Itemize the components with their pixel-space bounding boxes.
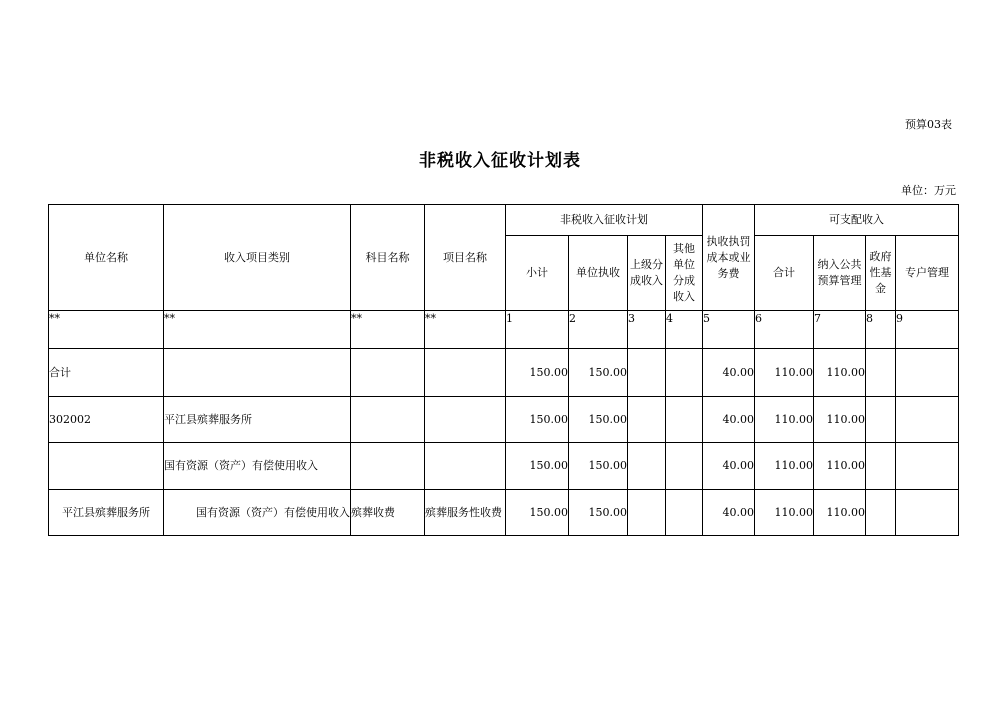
header-row-1 bbox=[49, 205, 959, 236]
index-cell: 9 bbox=[896, 311, 959, 349]
header-upper-share: 上级分成收入 bbox=[628, 236, 666, 311]
income-category-cell: 国有资源（资产）有偿使用收入 bbox=[164, 490, 351, 536]
index-cell: 8 bbox=[866, 311, 896, 349]
special-account-cell bbox=[896, 490, 959, 536]
subject-name-cell bbox=[351, 397, 425, 443]
project-name-cell bbox=[425, 443, 506, 490]
upper-share-cell bbox=[628, 490, 666, 536]
index-cell: ** bbox=[425, 311, 506, 349]
total-cell: 110.00 bbox=[755, 397, 814, 443]
unit-label: 单位：万元 bbox=[901, 184, 956, 197]
table-row-category bbox=[49, 443, 959, 490]
header-public-budget: 纳入公共预算管理 bbox=[814, 236, 866, 311]
table-row-unit bbox=[49, 397, 959, 443]
unit-collect-cell: 150.00 bbox=[569, 490, 628, 536]
subject-name-cell bbox=[351, 443, 425, 490]
subtotal-cell: 150.00 bbox=[506, 443, 569, 490]
header-income-category: 收入项目类别 bbox=[164, 205, 351, 311]
subtotal-cell: 150.00 bbox=[506, 349, 569, 397]
header-unit-collect: 单位执收 bbox=[569, 236, 628, 311]
subject-name-cell bbox=[351, 349, 425, 397]
gov-fund-cell bbox=[866, 397, 896, 443]
unit-name-cell: 合计 bbox=[49, 349, 164, 397]
index-cell: 1 bbox=[506, 311, 569, 349]
enforcement-cost-cell: 40.00 bbox=[703, 349, 755, 397]
project-name-cell: 殡葬服务性收费 bbox=[425, 490, 506, 536]
income-category-cell bbox=[164, 349, 351, 397]
header-disposable-group: 可支配收入 bbox=[755, 205, 959, 236]
project-name-cell bbox=[425, 349, 506, 397]
subtotal-cell: 150.00 bbox=[506, 490, 569, 536]
header-plan-group: 非税收入征收计划 bbox=[506, 205, 703, 236]
gov-fund-cell bbox=[866, 349, 896, 397]
header-total: 合计 bbox=[755, 236, 814, 311]
index-cell: ** bbox=[49, 311, 164, 349]
header-special-account: 专户管理 bbox=[896, 236, 959, 311]
total-cell: 110.00 bbox=[755, 490, 814, 536]
form-number: 预算03表 bbox=[905, 118, 952, 131]
page-title: 非税收入征收计划表 bbox=[419, 151, 581, 171]
enforcement-cost-cell: 40.00 bbox=[703, 490, 755, 536]
index-cell: ** bbox=[164, 311, 351, 349]
index-cell: 7 bbox=[814, 311, 866, 349]
public-budget-cell: 110.00 bbox=[814, 349, 866, 397]
other-share-cell bbox=[666, 349, 703, 397]
upper-share-cell bbox=[628, 349, 666, 397]
subtotal-cell: 150.00 bbox=[506, 397, 569, 443]
special-account-cell bbox=[896, 443, 959, 490]
upper-share-cell bbox=[628, 397, 666, 443]
public-budget-cell: 110.00 bbox=[814, 397, 866, 443]
index-cell: 2 bbox=[569, 311, 628, 349]
project-name-cell bbox=[425, 397, 506, 443]
income-category-cell: 平江县殡葬服务所 bbox=[164, 397, 351, 443]
gov-fund-cell bbox=[866, 443, 896, 490]
unit-collect-cell: 150.00 bbox=[569, 443, 628, 490]
enforcement-cost-cell: 40.00 bbox=[703, 397, 755, 443]
other-share-cell bbox=[666, 490, 703, 536]
header-subject-name: 科目名称 bbox=[351, 205, 425, 311]
header-gov-fund: 政府性基金 bbox=[866, 236, 896, 311]
total-cell: 110.00 bbox=[755, 443, 814, 490]
index-cell: 5 bbox=[703, 311, 755, 349]
other-share-cell bbox=[666, 397, 703, 443]
index-cell: ** bbox=[351, 311, 425, 349]
income-category-cell: 国有资源（资产）有偿使用收入 bbox=[164, 443, 351, 490]
unit-name-cell: 平江县殡葬服务所 bbox=[49, 490, 164, 536]
header-other-share: 其他单位分成收入 bbox=[666, 236, 703, 311]
unit-collect-cell: 150.00 bbox=[569, 349, 628, 397]
table-row-project bbox=[49, 490, 959, 536]
other-share-cell bbox=[666, 443, 703, 490]
header-subtotal: 小计 bbox=[506, 236, 569, 311]
public-budget-cell: 110.00 bbox=[814, 443, 866, 490]
table-row-total bbox=[49, 349, 959, 397]
index-row bbox=[49, 311, 959, 349]
index-cell: 4 bbox=[666, 311, 703, 349]
unit-collect-cell: 150.00 bbox=[569, 397, 628, 443]
unit-name-cell bbox=[49, 443, 164, 490]
special-account-cell bbox=[896, 349, 959, 397]
plan-table bbox=[48, 204, 959, 536]
gov-fund-cell bbox=[866, 490, 896, 536]
header-enforcement-cost: 执收执罚成本或业务费 bbox=[703, 205, 755, 311]
upper-share-cell bbox=[628, 443, 666, 490]
enforcement-cost-cell: 40.00 bbox=[703, 443, 755, 490]
public-budget-cell: 110.00 bbox=[814, 490, 866, 536]
index-cell: 3 bbox=[628, 311, 666, 349]
header-unit-name: 单位名称 bbox=[49, 205, 164, 311]
header-project-name: 项目名称 bbox=[425, 205, 506, 311]
index-cell: 6 bbox=[755, 311, 814, 349]
subject-name-cell: 殡葬收费 bbox=[351, 490, 425, 536]
special-account-cell bbox=[896, 397, 959, 443]
total-cell: 110.00 bbox=[755, 349, 814, 397]
unit-name-cell: 302002 bbox=[49, 397, 164, 443]
